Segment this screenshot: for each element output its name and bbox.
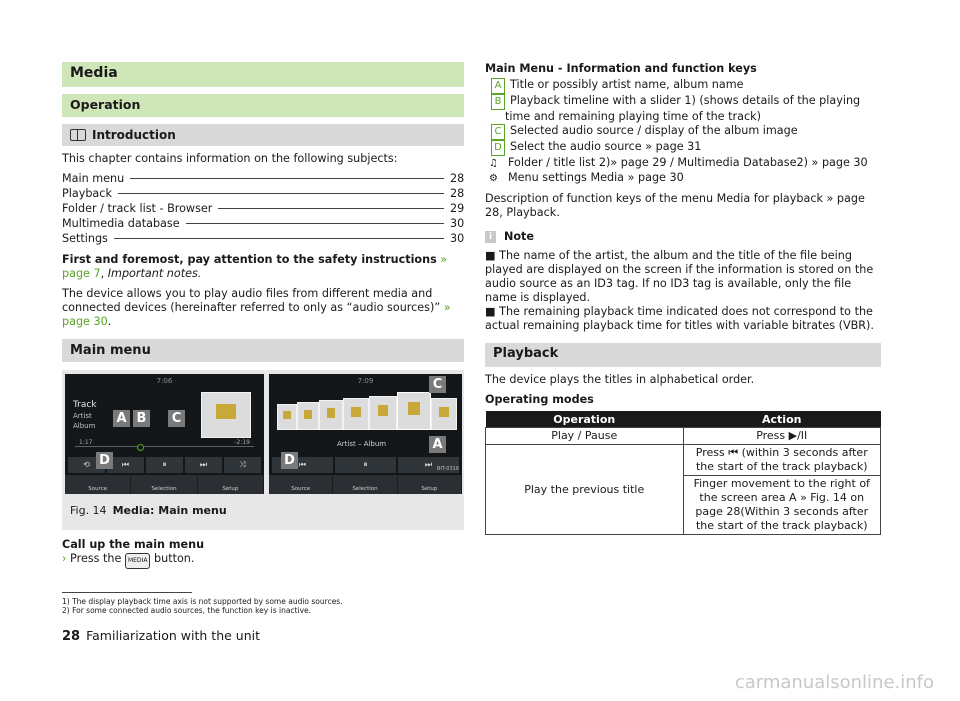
key-row: ⚙ Menu settings Media » page 30 <box>489 171 684 184</box>
table-row: Play the previous title Press ⏮ (within 3 seconds after the start of the track playback) <box>486 445 881 476</box>
intro-heading: Introduction <box>62 124 464 146</box>
callout-a: A <box>429 436 446 453</box>
pause-icon[interactable]: ⏸ <box>335 457 396 473</box>
table-of-contents <box>62 172 464 247</box>
keys-list <box>485 78 881 186</box>
right-column <box>485 62 881 535</box>
footnote: 1) The display playback time axis is not supported by some audio sources. <box>62 597 343 606</box>
shuffle-icon[interactable]: ⤨ <box>224 457 261 473</box>
track-title: Track <box>73 400 97 410</box>
selection-button[interactable]: Selection <box>131 475 197 494</box>
key-label: B <box>491 94 505 110</box>
prev-icon[interactable]: ⏮ <box>272 457 333 473</box>
toc-item[interactable]: Settings 30 <box>62 232 465 245</box>
operating-modes-table <box>485 411 881 535</box>
book-icon <box>70 129 86 141</box>
safety-link[interactable]: » page 7 <box>62 253 448 280</box>
watermark: carmanualsonline.info <box>734 672 934 693</box>
key-label: D <box>491 140 505 156</box>
playback-text: The device plays the titles in alphabetical order. <box>485 373 755 386</box>
note-heading: i Note <box>485 230 881 243</box>
footnote: 2) For some connected audio sources, the function key is inactive. <box>62 606 312 615</box>
table-row: Play / Pause Press ▶/II <box>486 428 881 445</box>
note-item: ■ The name of the artist, the album and the title of the file being played are displayed on the screen if the information is stored on the audio source as an ID3 tag. If no ID3 tag is available, only the file name is displayed. <box>485 249 874 304</box>
callup-heading: Call up the main menu <box>62 538 205 551</box>
left-column <box>62 62 464 569</box>
table-row: Finger movement to the right of the screen area A » Fig. 14 on page 28(Within 3 seconds after the start of the track playback) <box>486 476 881 535</box>
figure-caption: Fig. 14 Media: Main menu <box>70 504 227 517</box>
key-row: B Playback timeline with a slider 1) (shows details of the playing time and remaining playing time of the track) <box>485 94 881 124</box>
table-header: Action <box>683 411 881 428</box>
figure-code: BIT-0316 <box>436 466 459 472</box>
toc-item[interactable]: Multimedia database 30 <box>62 217 465 230</box>
source-button[interactable]: Source <box>269 475 333 494</box>
callout-d: D <box>281 452 298 469</box>
callout-c: C <box>168 410 185 427</box>
keys-heading: Main Menu - Information and function keys <box>485 62 757 75</box>
callup-step: › Press the MEDIA button. <box>62 552 464 569</box>
devices-text: The device allows you to play audio files from different media and connected devices (hereinafter referred to only as “audio sources)” » page 30. <box>62 287 451 328</box>
artist-name: Artist <box>73 412 92 420</box>
callout-a: A <box>113 410 130 427</box>
playback-timeline[interactable] <box>75 446 254 447</box>
settings-icon: ⚙ <box>489 173 498 184</box>
key-row: D Select the audio source » page 31 <box>485 140 881 156</box>
subsection-heading: Operation <box>62 94 464 117</box>
screen-main-menu: 7:06 Track Artist Album 1:17 -2:19 ⟲ ⏮ ⏸ ⏭ ⤨ Source Selection Setup A B C D <box>65 374 264 494</box>
callout-c: C <box>429 376 446 393</box>
figure-main-menu <box>62 370 464 530</box>
media-button-icon: MEDIA <box>125 553 150 569</box>
callout-d: D <box>96 452 113 469</box>
key-label: C <box>491 124 505 140</box>
page-footer <box>62 628 260 644</box>
devices-link[interactable]: » page 30 <box>62 301 451 328</box>
key-label: A <box>491 78 505 94</box>
next-icon[interactable]: ⏭ <box>185 457 222 473</box>
playback-heading: Playback <box>485 343 881 367</box>
toc-item[interactable]: Folder / track list - Browser 29 <box>62 202 465 215</box>
pause-icon[interactable]: ⏸ <box>146 457 183 473</box>
modes-heading: Operating modes <box>485 393 594 406</box>
setup-button[interactable]: Setup <box>198 475 264 494</box>
prev-icon[interactable]: ⏮ <box>107 457 144 473</box>
setup-button[interactable]: Setup <box>398 475 462 494</box>
info-icon: i <box>485 231 496 243</box>
artist-album-label: Artist – Album <box>337 440 387 448</box>
safety-text: First and foremost, pay attention to the safety instructions » page 7, Important notes. <box>62 253 448 280</box>
toc-item[interactable]: Main menu 28 <box>62 172 465 185</box>
table-header: Operation <box>486 411 684 428</box>
footnotes <box>62 592 464 615</box>
repeat-icon[interactable]: ⟲ <box>68 457 105 473</box>
description-text: Description of function keys of the menu Media for playback » page 28, Playback. <box>485 192 865 219</box>
next-icon[interactable]: ⏭ <box>398 457 459 473</box>
key-row: C Selected audio source / display of the album image <box>485 124 881 140</box>
selection-button[interactable]: Selection <box>333 475 397 494</box>
page-number: 28 <box>62 629 81 644</box>
list-icon: ♫ <box>489 158 498 169</box>
toc-item[interactable]: Playback 28 <box>62 187 465 200</box>
footer-title: Familiarization with the unit <box>86 628 261 643</box>
album-name: Album <box>73 422 96 430</box>
source-button[interactable]: Source <box>65 475 131 494</box>
main-menu-heading: Main menu <box>62 339 464 362</box>
section-heading: Media <box>62 62 464 87</box>
callout-b: B <box>133 410 150 427</box>
sd-card-image <box>201 392 251 438</box>
timeline-slider[interactable] <box>137 444 144 451</box>
key-row: A Title or possibly artist name, album name <box>485 78 881 94</box>
screen-source-select: 7:09 Artist – Album ⏮ ⏸ ⏭ Source Selection Setup C A D BIT-0316 <box>269 374 462 494</box>
intro-text: This chapter contains information on the following subjects: <box>62 152 398 165</box>
key-row: ♫ Folder / title list 2)» page 29 / Multimedia Database2) » page 30 <box>489 156 868 169</box>
note-item: ■ The remaining playback time indicated does not correspond to the actual remaining playback time for titles with variable bitrates (VBR). <box>485 305 874 332</box>
